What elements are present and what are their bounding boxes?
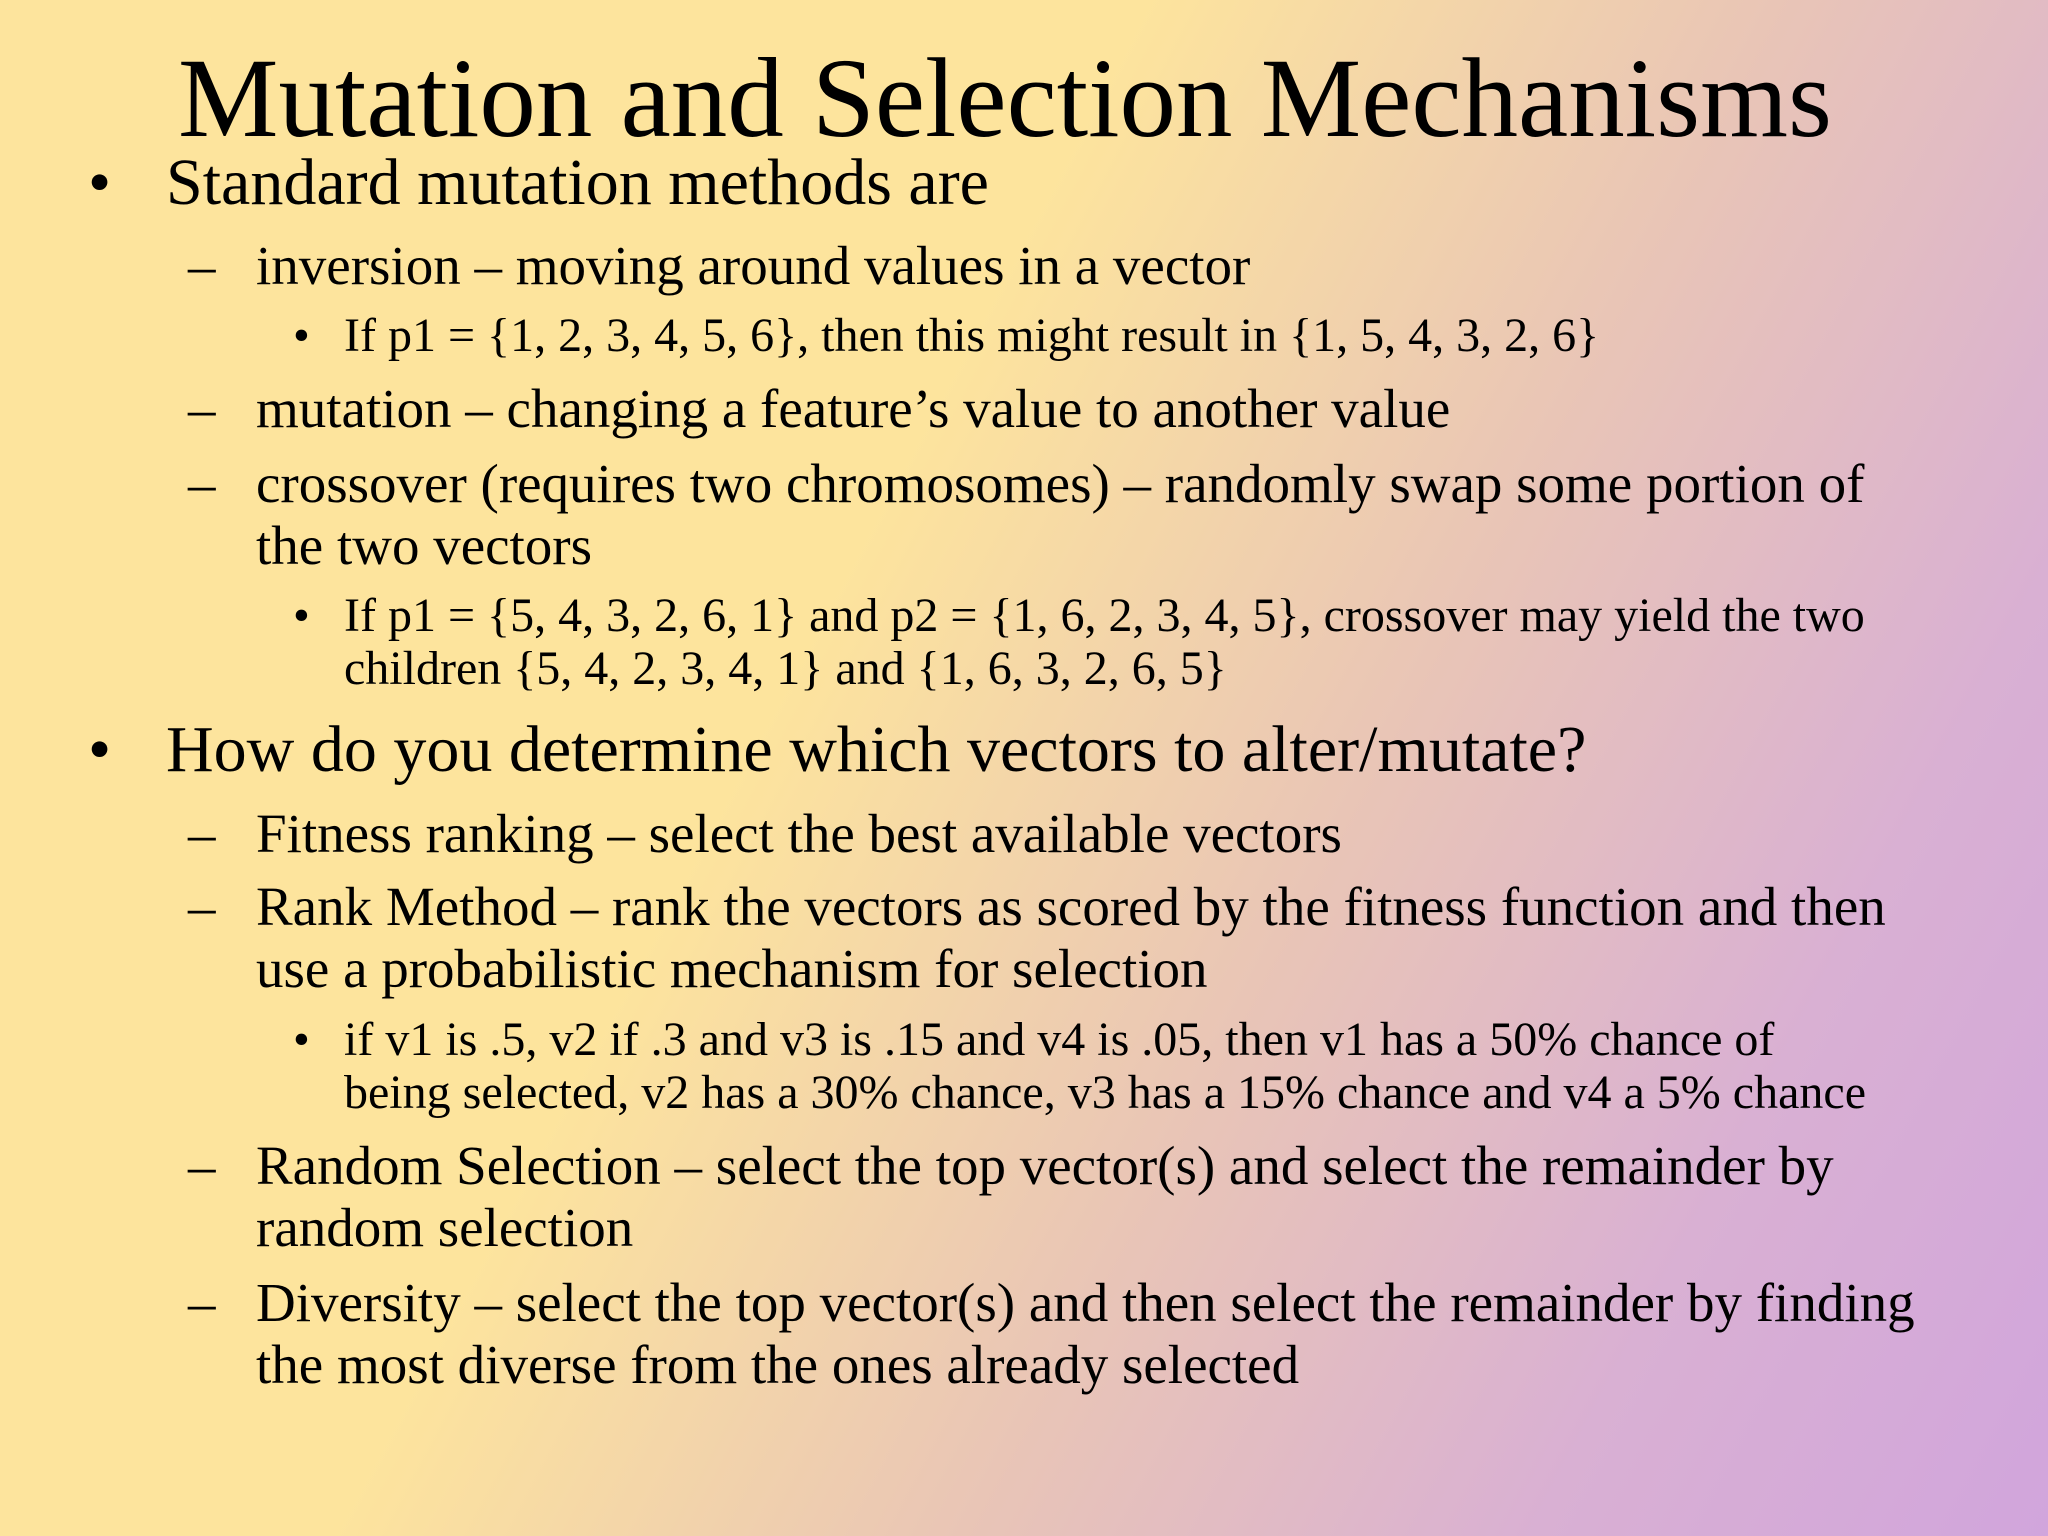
subitem-random-selection-line-1: Random Selection – select the top vector(s) and select the remainder by: [256, 1135, 1834, 1196]
subitem-fitness-ranking: Fitness ranking – select the best available vectors: [256, 803, 1342, 864]
dash-marker: –: [188, 1135, 216, 1196]
subitem-diversity-line-2: the most diverse from the ones already selected: [256, 1334, 1300, 1395]
dash-marker: –: [188, 803, 216, 864]
bullet-determine-vectors: How do you determine which vectors to alter/mutate?: [166, 713, 1587, 786]
bullet-marker: •: [88, 146, 112, 219]
sub-bullet-marker: •: [293, 1013, 310, 1066]
subitem-rank-method-line-1: Rank Method – rank the vectors as scored by the fitness function and then: [256, 876, 1886, 937]
subitem-diversity-line-1: Diversity – select the top vector(s) and then select the remainder by finding: [256, 1272, 1915, 1333]
sub-bullet-marker: •: [293, 589, 310, 642]
subitem-mutation: mutation – changing a feature’s value to another value: [256, 378, 1451, 439]
dash-marker: –: [188, 378, 216, 439]
slide-title: Mutation and Selection Mechanisms: [178, 36, 1832, 161]
dash-marker: –: [188, 235, 216, 296]
example-crossover-line-2: children {5, 4, 2, 3, 4, 1} and {1, 6, 3, 2, 6, 5}: [344, 642, 1227, 695]
sub-bullet-marker: •: [293, 309, 310, 362]
subitem-crossover-line-1: crossover (requires two chromosomes) – randomly swap some portion of: [256, 453, 1865, 514]
subitem-rank-method-line-2: use a probabilistic mechanism for selection: [256, 938, 1208, 999]
subitem-inversion: inversion – moving around values in a vector: [256, 235, 1251, 296]
subitem-crossover-line-2: the two vectors: [256, 515, 593, 576]
dash-marker: –: [188, 876, 216, 937]
example-inversion: If p1 = {1, 2, 3, 4, 5, 6}, then this might result in {1, 5, 4, 3, 2, 6}: [344, 309, 1600, 362]
dash-marker: –: [188, 453, 216, 514]
bullet-marker: •: [88, 713, 112, 786]
example-rank-method-line-2: being selected, v2 has a 30% chance, v3 has a 15% chance and v4 a 5% chance: [344, 1066, 1867, 1119]
subitem-random-selection-line-2: random selection: [256, 1197, 634, 1258]
example-rank-method-line-1: if v1 is .5, v2 if .3 and v3 is .15 and v4 is .05, then v1 has a 50% chance of: [344, 1013, 1775, 1066]
dash-marker: –: [188, 1272, 216, 1333]
bullet-standard-mutation-methods: Standard mutation methods are: [166, 146, 989, 219]
example-crossover-line-1: If p1 = {5, 4, 3, 2, 6, 1} and p2 = {1, 6, 2, 3, 4, 5}, crossover may yield the two: [344, 589, 1865, 642]
